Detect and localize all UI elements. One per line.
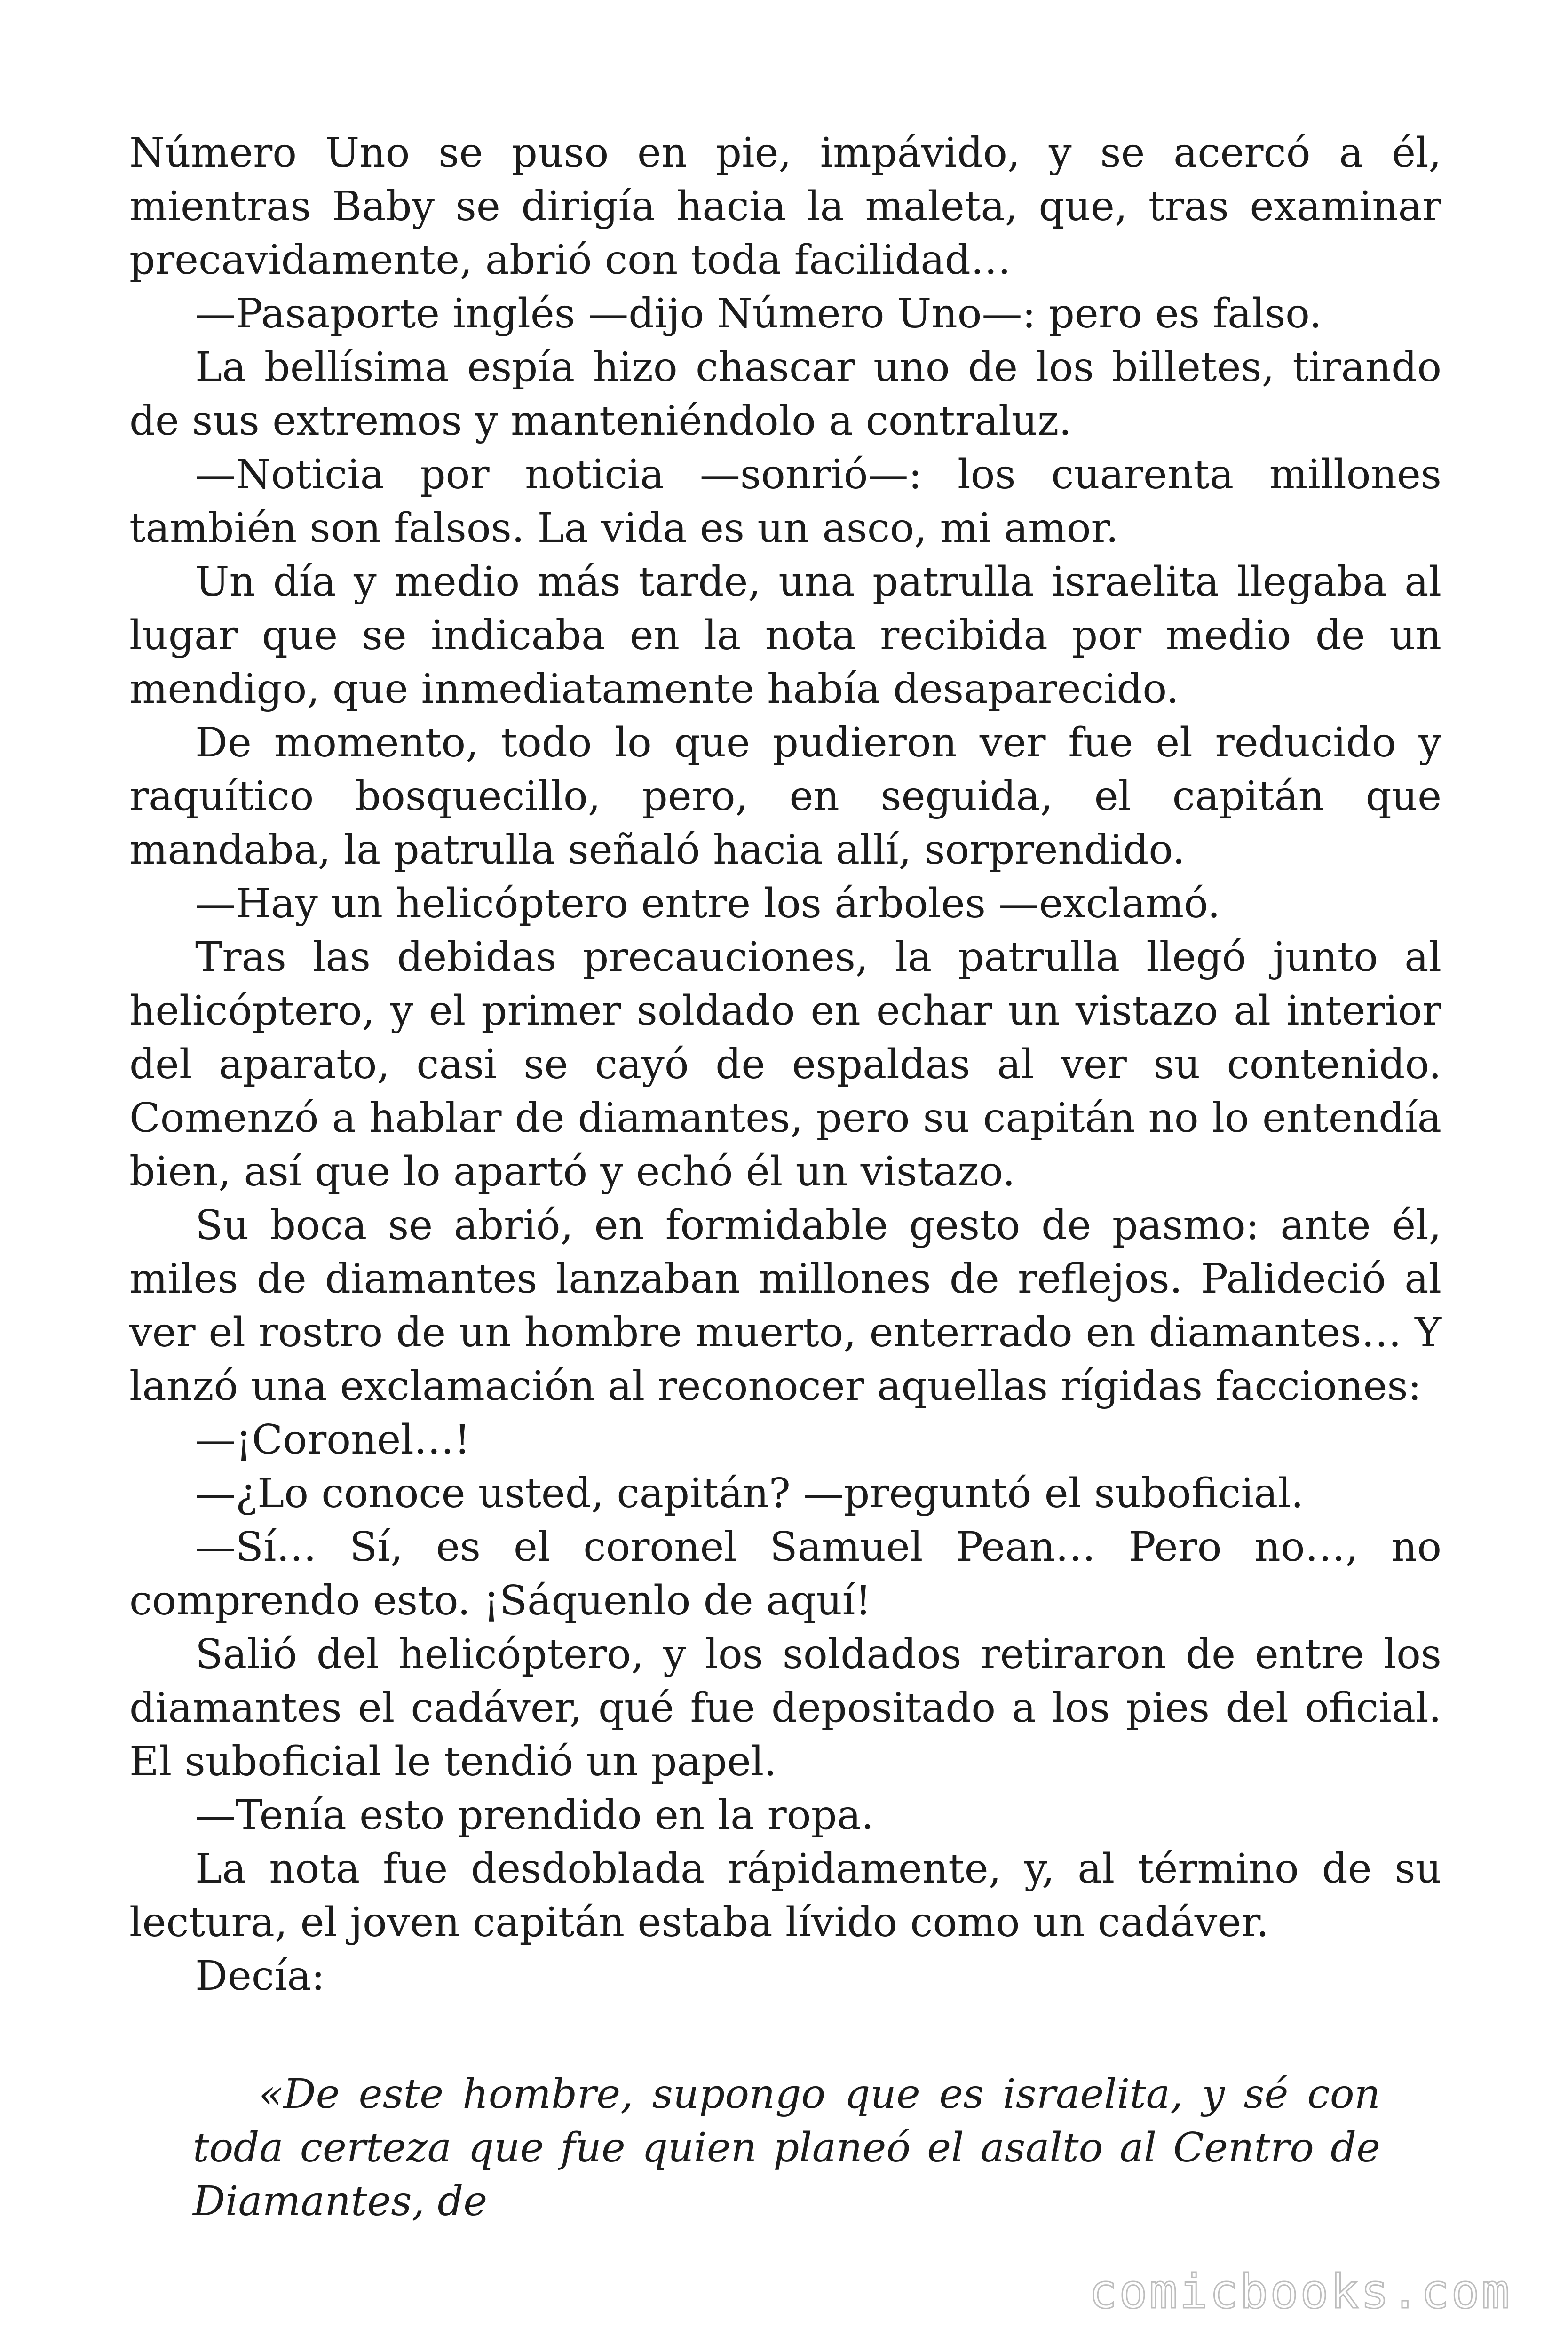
paragraph-15: La nota fue desdoblada rápidamente, y, al término de su lectura, el joven capitán estaba lívido como un cadáver. <box>129 1845 1441 1946</box>
paragraph-3: La bellísima espía hizo chascar uno de los billetes, tirando de sus extremos y manteniéndolo a contraluz. <box>129 344 1441 445</box>
paragraph-12: —Sí… Sí, es el coronel Samuel Pean… Pero no…, no comprendo esto. ¡Sáquenlo de aquí! <box>129 1524 1441 1624</box>
body-text <box>129 126 1441 2003</box>
paragraph-9: Su boca se abrió, en formidable gesto de pasmo: ante él, miles de diamantes lanzaban millones de reflejos. Palideció al ver el rostro de un hombre muerto, enterrado en diamantes… Y lanzó una exclamación al reconocer aquellas rígidas facciones: <box>129 1202 1441 1410</box>
paragraph-11: —¿Lo conoce usted, capitán? —preguntó el suboficial. <box>195 1470 1304 1517</box>
paragraph-14: —Tenía esto prendido en la ropa. <box>195 1792 874 1839</box>
paragraph-1: Número Uno se puso en pie, impávido, y se acercó a él, mientras Baby se dirigía hacia la maleta, que, tras examinar precavidamente, abrió con toda facilidad… <box>129 129 1441 284</box>
paragraph-10: —¡Coronel…! <box>195 1416 471 1463</box>
paragraph-6: De momento, todo lo que pudieron ver fue el reducido y raquítico bosquecillo, pero, en seguida, el capitán que mandaba, la patrulla señaló hacia allí, sorprendido. <box>129 719 1441 874</box>
paragraph-7: —Hay un helicóptero entre los árboles —exclamó. <box>195 880 1220 927</box>
quoted-note <box>193 2067 1380 2228</box>
paragraph-2: —Pasaporte inglés —dijo Número Uno—: pero es falso. <box>195 290 1322 337</box>
quote-text: «De este hombre, supongo que es israelita, y sé con toda certeza que fue quien planeó el asalto al Centro de Diamantes, de <box>193 2071 1380 2225</box>
paragraph-5: Un día y medio más tarde, una patrulla israelita llegaba al lugar que se indicaba en la nota recibida por medio de un mendigo, que inmediatamente había desaparecido. <box>129 558 1441 713</box>
paragraph-13: Salió del helicóptero, y los soldados retiraron de entre los diamantes el cadáver, qué fue depositado a los pies del oficial. El suboficial le tendió un papel. <box>129 1631 1441 1785</box>
paragraph-4: —Noticia por noticia —sonrió—: los cuarenta millones también son falsos. La vida es un asco, mi amor. <box>129 451 1441 552</box>
paragraph-16: Decía: <box>195 1953 325 2000</box>
paragraph-8: Tras las debidas precauciones, la patrulla llegó junto al helicóptero, y el primer soldado en echar un vistazo al interior del aparato, casi se cayó de espaldas al ver su contenido. Comenzó a hablar de diamantes, pero su capitán no lo entendía bien, así que lo apartó y echó él un vistazo. <box>129 934 1441 1195</box>
watermark-text: comicbooks.com <box>1089 2264 1512 2319</box>
